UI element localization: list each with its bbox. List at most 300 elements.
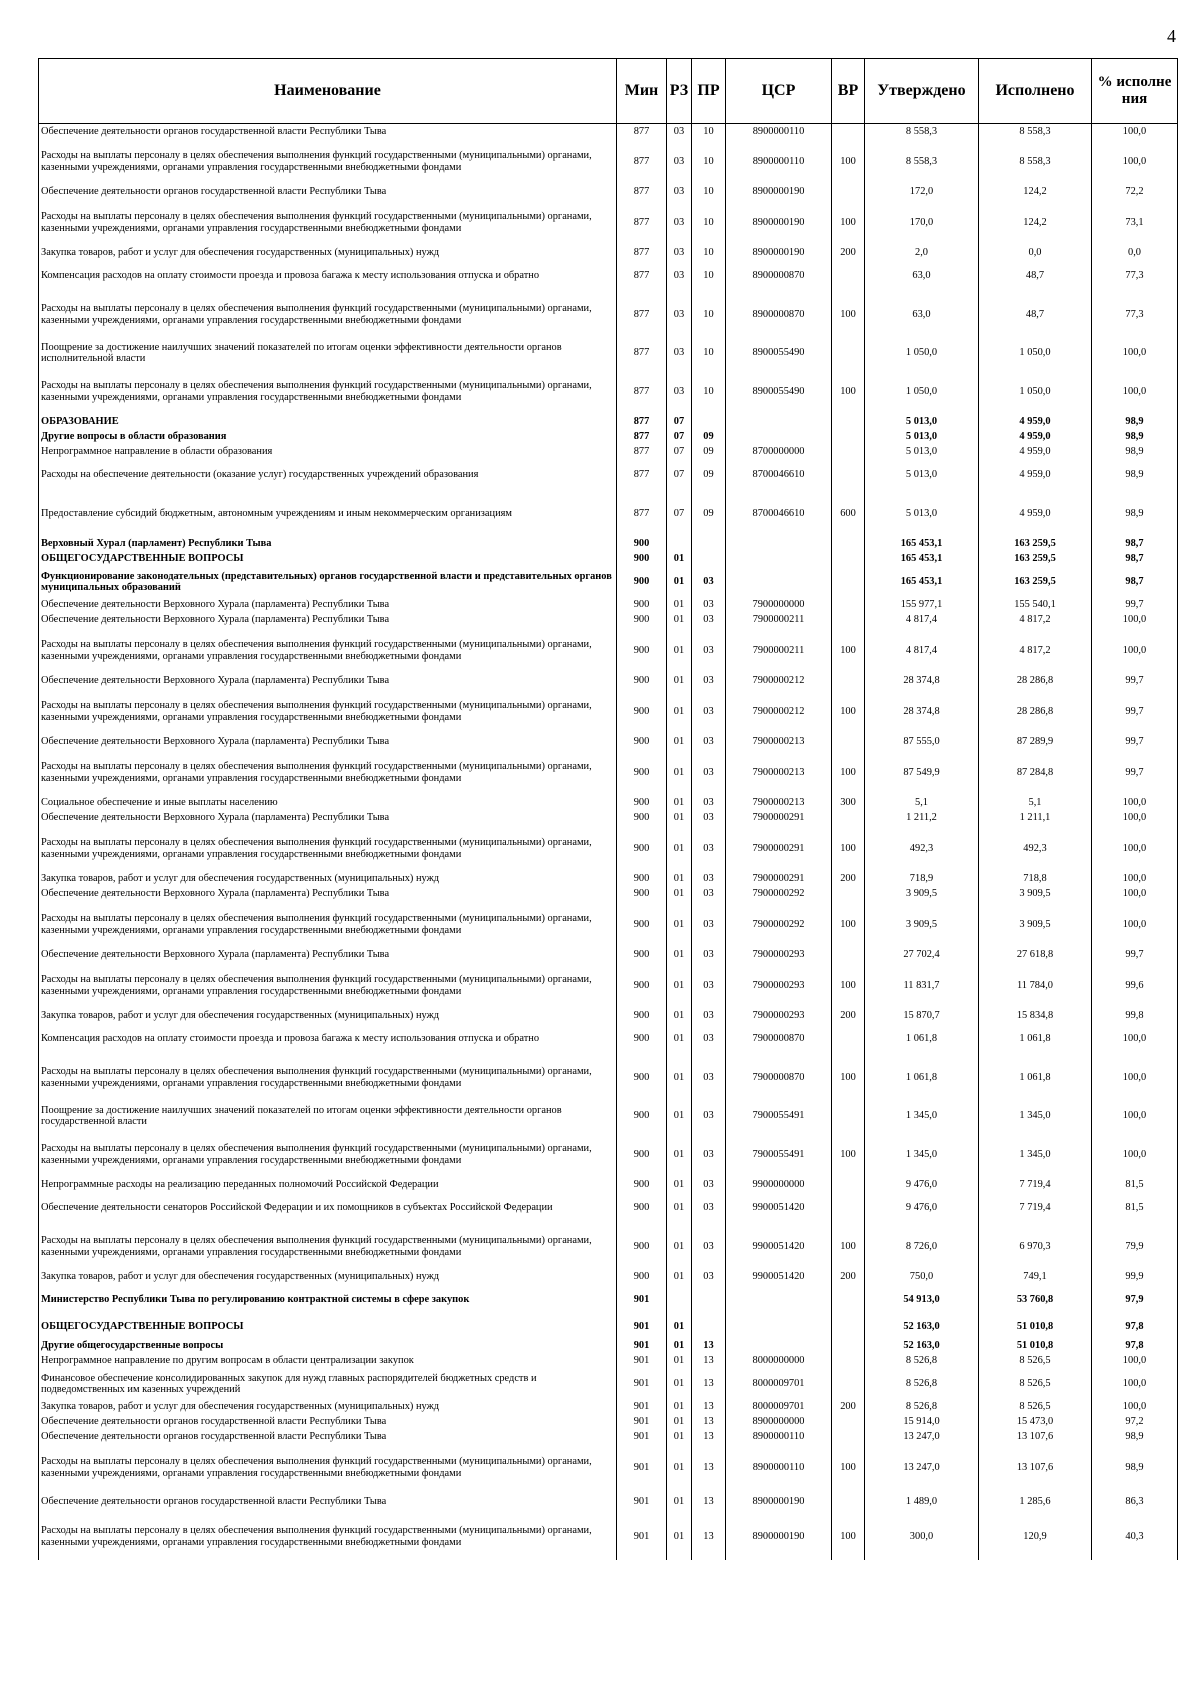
row-pr xyxy=(692,537,726,552)
row-pr: 10 xyxy=(692,338,726,369)
row-rz: 07 xyxy=(667,430,692,445)
row-vr xyxy=(832,460,865,491)
row-vr xyxy=(832,674,865,689)
row-pr: 03 xyxy=(692,796,726,811)
row-approved: 165 453,1 xyxy=(865,552,979,567)
row-vr xyxy=(832,598,865,613)
table-row xyxy=(39,887,1178,902)
row-pr xyxy=(692,552,726,567)
row-name: Расходы на выплаты персоналу в целях обеспечения выполнения функций государственными (муниципальными) органами, казенными учреждениями, органами управления государственными внебюджетными фондами xyxy=(39,628,617,674)
row-min: 900 xyxy=(617,750,667,796)
row-percent: 98,7 xyxy=(1092,552,1178,567)
row-name: Поощрение за достижение наилучших значений показателей по итогам оценки эффективности деятельности органов исполнительной власти xyxy=(39,338,617,369)
table-row xyxy=(39,1193,1178,1224)
row-vr xyxy=(832,613,865,628)
row-csr: 8900000110 xyxy=(726,139,832,185)
row-executed: 4 959,0 xyxy=(979,430,1092,445)
row-min: 900 xyxy=(617,826,667,872)
row-executed: 4 959,0 xyxy=(979,491,1092,537)
row-pr: 13 xyxy=(692,1369,726,1400)
row-approved: 4 817,4 xyxy=(865,628,979,674)
table-row xyxy=(39,689,1178,735)
row-name: Обеспечение деятельности органов государственной власти Республики Тыва xyxy=(39,1491,617,1514)
row-name: Закупка товаров, работ и услуг для обеспечения государственных (муниципальных) нужд xyxy=(39,872,617,887)
row-approved: 8 526,8 xyxy=(865,1354,979,1369)
row-approved: 8 526,8 xyxy=(865,1400,979,1415)
row-vr: 100 xyxy=(832,826,865,872)
row-executed: 0,0 xyxy=(979,246,1092,261)
row-vr xyxy=(832,1430,865,1445)
row-executed: 163 259,5 xyxy=(979,552,1092,567)
row-pr: 03 xyxy=(692,1270,726,1285)
row-vr: 300 xyxy=(832,796,865,811)
row-percent: 99,8 xyxy=(1092,1009,1178,1024)
row-min: 900 xyxy=(617,887,667,902)
row-rz: 01 xyxy=(667,1415,692,1430)
row-executed: 1 061,8 xyxy=(979,1024,1092,1055)
row-approved: 8 558,3 xyxy=(865,124,979,139)
row-csr: 7900000291 xyxy=(726,826,832,872)
row-executed: 5,1 xyxy=(979,796,1092,811)
row-csr: 7900000000 xyxy=(726,598,832,613)
row-percent: 100,0 xyxy=(1092,124,1178,139)
page-number: 4 xyxy=(1167,26,1176,46)
row-pr: 03 xyxy=(692,674,726,689)
row-percent: 99,7 xyxy=(1092,689,1178,735)
table-row xyxy=(39,628,1178,674)
row-pr: 09 xyxy=(692,491,726,537)
row-percent: 98,9 xyxy=(1092,491,1178,537)
table-row xyxy=(39,1339,1178,1354)
row-approved: 28 374,8 xyxy=(865,689,979,735)
row-name: Непрограммное направление в области образования xyxy=(39,445,617,460)
table-row xyxy=(39,811,1178,826)
table-row xyxy=(39,445,1178,460)
row-executed: 1 345,0 xyxy=(979,1101,1092,1132)
row-name: Расходы на выплаты персоналу в целях обеспечения выполнения функций государственными (муниципальными) органами, казенными учреждениями, органами управления государственными внебюджетными фондами xyxy=(39,139,617,185)
row-approved: 54 913,0 xyxy=(865,1285,979,1316)
row-executed: 15 473,0 xyxy=(979,1415,1092,1430)
row-rz: 01 xyxy=(667,1514,692,1560)
row-approved: 172,0 xyxy=(865,185,979,200)
row-percent: 99,7 xyxy=(1092,750,1178,796)
row-min: 877 xyxy=(617,369,667,415)
row-rz: 07 xyxy=(667,445,692,460)
row-name: Обеспечение деятельности Верховного Хурала (парламента) Республики Тыва xyxy=(39,598,617,613)
table-row xyxy=(39,598,1178,613)
row-csr: 7900000211 xyxy=(726,628,832,674)
row-percent: 100,0 xyxy=(1092,887,1178,902)
row-name: Обеспечение деятельности Верховного Хурала (парламента) Республики Тыва xyxy=(39,674,617,689)
row-percent: 77,3 xyxy=(1092,292,1178,338)
row-percent: 100,0 xyxy=(1092,1369,1178,1400)
row-min: 901 xyxy=(617,1514,667,1560)
row-csr: 8000009701 xyxy=(726,1369,832,1400)
row-approved: 87 549,9 xyxy=(865,750,979,796)
row-approved: 300,0 xyxy=(865,1514,979,1560)
row-vr xyxy=(832,1354,865,1369)
row-name: ОБЩЕГОСУДАРСТВЕННЫЕ ВОПРОСЫ xyxy=(39,1316,617,1339)
row-rz: 01 xyxy=(667,796,692,811)
row-name: Другие вопросы в области образования xyxy=(39,430,617,445)
row-percent: 81,5 xyxy=(1092,1178,1178,1193)
row-rz: 01 xyxy=(667,613,692,628)
row-pr: 10 xyxy=(692,292,726,338)
table-row xyxy=(39,246,1178,261)
row-pr xyxy=(692,1285,726,1316)
row-name: Расходы на выплаты персоналу в целях обеспечения выполнения функций государственными (муниципальными) органами, казенными учреждениями, органами управления государственными внебюджетными фондами xyxy=(39,826,617,872)
row-executed: 1 061,8 xyxy=(979,1055,1092,1101)
row-rz: 01 xyxy=(667,674,692,689)
row-percent: 98,9 xyxy=(1092,430,1178,445)
row-percent: 98,9 xyxy=(1092,1445,1178,1491)
row-csr: 7900000211 xyxy=(726,613,832,628)
row-csr: 8900000190 xyxy=(726,1514,832,1560)
row-csr: 7900000870 xyxy=(726,1024,832,1055)
row-executed: 718,8 xyxy=(979,872,1092,887)
row-name: Расходы на выплаты персоналу в целях обеспечения выполнения функций государственными (муниципальными) органами, казенными учреждениями, органами управления государственными внебюджетными фондами xyxy=(39,1055,617,1101)
row-approved: 165 453,1 xyxy=(865,537,979,552)
row-min: 900 xyxy=(617,811,667,826)
table-row xyxy=(39,491,1178,537)
row-executed: 27 618,8 xyxy=(979,948,1092,963)
table-row xyxy=(39,1009,1178,1024)
row-rz: 01 xyxy=(667,598,692,613)
row-vr xyxy=(832,537,865,552)
row-percent: 97,8 xyxy=(1092,1339,1178,1354)
row-name: Обеспечение деятельности Верховного Хурала (парламента) Республики Тыва xyxy=(39,811,617,826)
row-approved: 5 013,0 xyxy=(865,460,979,491)
row-min: 900 xyxy=(617,689,667,735)
row-vr xyxy=(832,415,865,430)
row-executed: 6 970,3 xyxy=(979,1224,1092,1270)
table-header xyxy=(39,59,1178,124)
row-percent: 86,3 xyxy=(1092,1491,1178,1514)
row-executed: 15 834,8 xyxy=(979,1009,1092,1024)
row-executed: 7 719,4 xyxy=(979,1178,1092,1193)
row-approved: 27 702,4 xyxy=(865,948,979,963)
row-executed: 13 107,6 xyxy=(979,1445,1092,1491)
row-vr xyxy=(832,1369,865,1400)
row-vr xyxy=(832,261,865,292)
row-rz: 01 xyxy=(667,552,692,567)
table-row xyxy=(39,1178,1178,1193)
header-csr: ЦСР xyxy=(726,59,832,124)
row-pr: 13 xyxy=(692,1430,726,1445)
row-vr: 100 xyxy=(832,292,865,338)
row-pr: 03 xyxy=(692,735,726,750)
table-row xyxy=(39,1491,1178,1514)
row-percent: 99,7 xyxy=(1092,598,1178,613)
table-row xyxy=(39,552,1178,567)
row-executed: 8 558,3 xyxy=(979,124,1092,139)
row-executed: 1 345,0 xyxy=(979,1132,1092,1178)
row-percent: 40,3 xyxy=(1092,1514,1178,1560)
row-percent: 100,0 xyxy=(1092,1101,1178,1132)
row-csr: 8900000190 xyxy=(726,200,832,246)
row-percent: 99,6 xyxy=(1092,963,1178,1009)
row-rz: 01 xyxy=(667,628,692,674)
row-approved: 8 558,3 xyxy=(865,139,979,185)
row-approved: 1 345,0 xyxy=(865,1101,979,1132)
row-rz: 01 xyxy=(667,1193,692,1224)
row-rz: 01 xyxy=(667,567,692,598)
row-rz: 01 xyxy=(667,735,692,750)
row-rz: 01 xyxy=(667,826,692,872)
row-vr xyxy=(832,185,865,200)
row-percent: 98,9 xyxy=(1092,460,1178,491)
row-percent: 81,5 xyxy=(1092,1193,1178,1224)
row-min: 901 xyxy=(617,1400,667,1415)
row-executed: 1 211,1 xyxy=(979,811,1092,826)
row-name: Закупка товаров, работ и услуг для обеспечения государственных (муниципальных) нужд xyxy=(39,1400,617,1415)
row-csr: 8900055490 xyxy=(726,338,832,369)
row-pr: 03 xyxy=(692,1178,726,1193)
row-min: 900 xyxy=(617,963,667,1009)
row-pr: 13 xyxy=(692,1491,726,1514)
row-min: 877 xyxy=(617,261,667,292)
row-approved: 165 453,1 xyxy=(865,567,979,598)
header-approved: Утверждено xyxy=(865,59,979,124)
row-approved: 1 345,0 xyxy=(865,1132,979,1178)
row-rz: 01 xyxy=(667,902,692,948)
header-executed: Исполнено xyxy=(979,59,1092,124)
row-min: 901 xyxy=(617,1430,667,1445)
header-rz: РЗ xyxy=(667,59,692,124)
row-vr: 100 xyxy=(832,369,865,415)
row-vr: 100 xyxy=(832,1445,865,1491)
row-csr: 8900000110 xyxy=(726,1445,832,1491)
row-min: 900 xyxy=(617,1224,667,1270)
row-approved: 8 726,0 xyxy=(865,1224,979,1270)
row-name: Закупка товаров, работ и услуг для обеспечения государственных (муниципальных) нужд xyxy=(39,1009,617,1024)
row-rz: 01 xyxy=(667,811,692,826)
row-vr xyxy=(832,552,865,567)
row-executed: 87 289,9 xyxy=(979,735,1092,750)
row-csr: 7900000213 xyxy=(726,750,832,796)
row-executed: 1 285,6 xyxy=(979,1491,1092,1514)
row-rz: 03 xyxy=(667,200,692,246)
row-min: 901 xyxy=(617,1491,667,1514)
row-pr: 10 xyxy=(692,246,726,261)
row-name: Социальное обеспечение и иные выплаты населению xyxy=(39,796,617,811)
row-percent: 97,9 xyxy=(1092,1285,1178,1316)
row-percent: 77,3 xyxy=(1092,261,1178,292)
row-csr: 9900000000 xyxy=(726,1178,832,1193)
row-approved: 9 476,0 xyxy=(865,1193,979,1224)
row-pr: 03 xyxy=(692,872,726,887)
row-min: 877 xyxy=(617,185,667,200)
row-csr: 7900000293 xyxy=(726,963,832,1009)
row-percent: 100,0 xyxy=(1092,872,1178,887)
row-vr xyxy=(832,430,865,445)
row-csr: 8900000190 xyxy=(726,246,832,261)
row-rz: 01 xyxy=(667,1369,692,1400)
row-min: 900 xyxy=(617,613,667,628)
row-csr xyxy=(726,567,832,598)
row-executed: 87 284,8 xyxy=(979,750,1092,796)
table-row xyxy=(39,185,1178,200)
row-pr: 03 xyxy=(692,826,726,872)
row-csr xyxy=(726,537,832,552)
row-executed: 53 760,8 xyxy=(979,1285,1092,1316)
row-percent: 100,0 xyxy=(1092,811,1178,826)
row-executed: 749,1 xyxy=(979,1270,1092,1285)
table-row xyxy=(39,200,1178,246)
table-row xyxy=(39,1445,1178,1491)
row-pr: 03 xyxy=(692,689,726,735)
header-percent: % исполне ния xyxy=(1092,59,1178,124)
row-name: ОБЩЕГОСУДАРСТВЕННЫЕ ВОПРОСЫ xyxy=(39,552,617,567)
table-row xyxy=(39,124,1178,139)
row-approved: 5 013,0 xyxy=(865,491,979,537)
row-percent: 99,7 xyxy=(1092,948,1178,963)
table-row xyxy=(39,1430,1178,1445)
row-min: 877 xyxy=(617,246,667,261)
row-pr: 03 xyxy=(692,887,726,902)
row-name: Другие общегосударственные вопросы xyxy=(39,1339,617,1354)
row-pr: 03 xyxy=(692,1009,726,1024)
row-min: 900 xyxy=(617,674,667,689)
table-row xyxy=(39,963,1178,1009)
row-pr: 10 xyxy=(692,369,726,415)
row-percent: 72,2 xyxy=(1092,185,1178,200)
row-name: Расходы на выплаты персоналу в целях обеспечения выполнения функций государственными (муниципальными) органами, казенными учреждениями, органами управления государственными внебюджетными фондами xyxy=(39,1445,617,1491)
row-vr: 600 xyxy=(832,491,865,537)
row-min: 877 xyxy=(617,338,667,369)
row-pr xyxy=(692,415,726,430)
row-pr xyxy=(692,1316,726,1339)
row-percent: 100,0 xyxy=(1092,796,1178,811)
row-rz: 01 xyxy=(667,1316,692,1339)
row-pr: 13 xyxy=(692,1354,726,1369)
row-min: 900 xyxy=(617,1132,667,1178)
row-approved: 9 476,0 xyxy=(865,1178,979,1193)
row-name: Расходы на выплаты персоналу в целях обеспечения выполнения функций государственными (муниципальными) органами, казенными учреждениями, органами управления государственными внебюджетными фондами xyxy=(39,1224,617,1270)
row-csr xyxy=(726,1339,832,1354)
table-row xyxy=(39,537,1178,552)
row-csr: 7900000293 xyxy=(726,948,832,963)
row-executed: 124,2 xyxy=(979,185,1092,200)
row-min: 877 xyxy=(617,292,667,338)
row-csr: 7900000213 xyxy=(726,735,832,750)
table-row xyxy=(39,261,1178,292)
row-min: 877 xyxy=(617,491,667,537)
row-percent: 97,2 xyxy=(1092,1415,1178,1430)
row-csr: 9900051420 xyxy=(726,1224,832,1270)
row-min: 900 xyxy=(617,1178,667,1193)
row-percent: 100,0 xyxy=(1092,1132,1178,1178)
row-rz: 01 xyxy=(667,872,692,887)
row-executed: 124,2 xyxy=(979,200,1092,246)
row-rz: 03 xyxy=(667,261,692,292)
row-vr: 100 xyxy=(832,1514,865,1560)
row-csr: 8900000000 xyxy=(726,1415,832,1430)
row-executed: 8 526,5 xyxy=(979,1354,1092,1369)
row-csr: 7900000292 xyxy=(726,887,832,902)
row-percent: 0,0 xyxy=(1092,246,1178,261)
row-pr: 13 xyxy=(692,1415,726,1430)
row-approved: 11 831,7 xyxy=(865,963,979,1009)
row-vr xyxy=(832,1178,865,1193)
table-row xyxy=(39,338,1178,369)
table-body xyxy=(39,124,1178,1560)
row-approved: 718,9 xyxy=(865,872,979,887)
row-approved: 492,3 xyxy=(865,826,979,872)
row-vr: 200 xyxy=(832,872,865,887)
row-pr: 13 xyxy=(692,1514,726,1560)
row-rz: 01 xyxy=(667,1430,692,1445)
row-rz: 07 xyxy=(667,415,692,430)
table-row xyxy=(39,948,1178,963)
row-vr: 100 xyxy=(832,1132,865,1178)
row-approved: 13 247,0 xyxy=(865,1430,979,1445)
row-name: Обеспечение деятельности Верховного Хурала (парламента) Республики Тыва xyxy=(39,613,617,628)
row-executed: 120,9 xyxy=(979,1514,1092,1560)
row-rz: 01 xyxy=(667,1009,692,1024)
row-rz: 01 xyxy=(667,1445,692,1491)
row-csr: 7900055491 xyxy=(726,1101,832,1132)
row-executed: 492,3 xyxy=(979,826,1092,872)
row-min: 900 xyxy=(617,1055,667,1101)
table-row xyxy=(39,1224,1178,1270)
row-name: ОБРАЗОВАНИЕ xyxy=(39,415,617,430)
row-min: 877 xyxy=(617,445,667,460)
table-row xyxy=(39,796,1178,811)
row-min: 877 xyxy=(617,415,667,430)
table-row xyxy=(39,1369,1178,1400)
table-row xyxy=(39,1514,1178,1560)
row-pr: 10 xyxy=(692,185,726,200)
row-rz: 01 xyxy=(667,1354,692,1369)
row-percent: 100,0 xyxy=(1092,369,1178,415)
row-min: 900 xyxy=(617,1101,667,1132)
row-approved: 1 211,2 xyxy=(865,811,979,826)
row-pr: 09 xyxy=(692,430,726,445)
row-executed: 1 050,0 xyxy=(979,338,1092,369)
row-rz: 01 xyxy=(667,1024,692,1055)
table-row xyxy=(39,1285,1178,1316)
row-pr: 03 xyxy=(692,567,726,598)
row-vr xyxy=(832,445,865,460)
table-row xyxy=(39,1055,1178,1101)
row-rz: 03 xyxy=(667,369,692,415)
row-min: 900 xyxy=(617,948,667,963)
row-name: Обеспечение деятельности Верховного Хурала (парламента) Республики Тыва xyxy=(39,735,617,750)
row-rz: 01 xyxy=(667,1224,692,1270)
row-name: Закупка товаров, работ и услуг для обеспечения государственных (муниципальных) нужд xyxy=(39,1270,617,1285)
row-percent: 98,9 xyxy=(1092,415,1178,430)
row-vr xyxy=(832,811,865,826)
row-rz: 01 xyxy=(667,1491,692,1514)
row-csr: 7900000292 xyxy=(726,902,832,948)
row-rz: 03 xyxy=(667,292,692,338)
row-executed: 163 259,5 xyxy=(979,537,1092,552)
row-csr xyxy=(726,552,832,567)
header-vr: ВР xyxy=(832,59,865,124)
row-approved: 52 163,0 xyxy=(865,1316,979,1339)
row-vr: 100 xyxy=(832,902,865,948)
row-percent: 98,9 xyxy=(1092,445,1178,460)
row-executed: 155 540,1 xyxy=(979,598,1092,613)
row-name: Компенсация расходов на оплату стоимости проезда и провоза багажа к месту использования отпуска и обратно xyxy=(39,261,617,292)
row-pr: 03 xyxy=(692,902,726,948)
row-rz: 01 xyxy=(667,1101,692,1132)
row-pr: 09 xyxy=(692,445,726,460)
table-row xyxy=(39,430,1178,445)
row-name: Функционирование законодательных (представительных) органов государственной власти и представительных органов муниципальных образований xyxy=(39,567,617,598)
row-name: Обеспечение деятельности Верховного Хурала (парламента) Республики Тыва xyxy=(39,948,617,963)
